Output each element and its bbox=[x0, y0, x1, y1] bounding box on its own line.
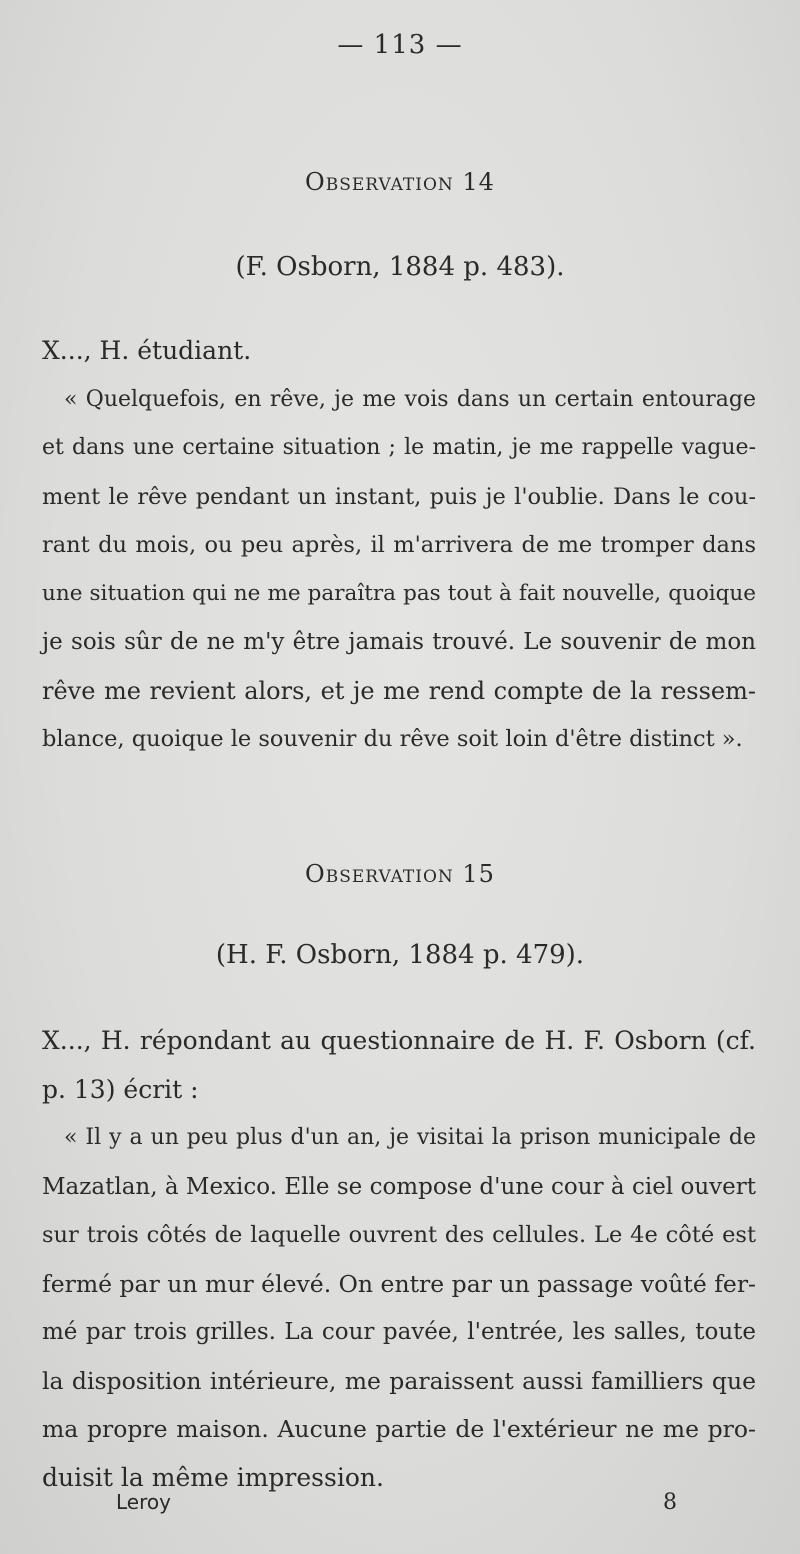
text-line: X..., H. répondant au questionnaire de H. F. Osborn (cf. bbox=[42, 1026, 756, 1055]
text-line: et dans une certaine situation ; le matin, je me rappelle vague- bbox=[42, 435, 756, 460]
text-line: p. 13) écrit : bbox=[42, 1074, 199, 1104]
text-line: ment le rêve pendant un instant, puis je l'oublie. Dans le cou- bbox=[42, 483, 756, 510]
sheet-number: 8 bbox=[663, 1490, 677, 1515]
text-line: rant du mois, ou peu après, il m'arrivera de me tromper dans bbox=[42, 532, 756, 558]
text-line: X..., H. étudiant. bbox=[42, 336, 252, 365]
text-line: blance, quoique le souvenir du rêve soit loin d'être distinct ». bbox=[42, 726, 743, 752]
text-line: la disposition intérieure, me paraissent aussi familliers que bbox=[42, 1366, 756, 1395]
text-line: ma propre maison. Aucune partie de l'extérieur ne me pro- bbox=[42, 1415, 756, 1443]
text-line: fermé par un mur élevé. On entre par un passage voûté fer- bbox=[42, 1269, 756, 1298]
text-line: « Il y a un peu plus d'un an, je visitai la prison municipale de bbox=[64, 1125, 756, 1150]
observation-14-body bbox=[42, 327, 756, 764]
observation-14-reference: (F. Osborn, 1884 p. 483). bbox=[235, 252, 565, 282]
text-line: « Quelquefois, en rêve, je me vois dans un certain entourage bbox=[64, 386, 756, 412]
observation-15-title: Observation 15 bbox=[305, 860, 495, 888]
text-line: sur trois côtés de laquelle ouvrent des cellules. Le 4e côté est bbox=[42, 1222, 756, 1248]
text-line: une situation qui ne me paraîtra pas tout à fait nouvelle, quoique bbox=[42, 580, 756, 606]
page-number: — 113 — bbox=[337, 30, 463, 60]
observation-15-reference: (H. F. Osborn, 1884 p. 479). bbox=[215, 940, 585, 970]
text-line: duisit la même impression. bbox=[42, 1462, 384, 1492]
observation-14-title: Observation 14 bbox=[305, 168, 495, 196]
printer-signature: Leroy bbox=[116, 1490, 171, 1514]
text-line: mé par trois grilles. La cour pavée, l'entrée, les salles, toute bbox=[42, 1319, 756, 1345]
text-line: Mazatlan, à Mexico. Elle se compose d'une cour à ciel ouvert bbox=[42, 1173, 756, 1200]
text-line: je sois sûr de ne m'y être jamais trouvé. Le souvenir de mon bbox=[42, 629, 756, 655]
observation-15-body bbox=[42, 1017, 756, 1502]
text-line: rêve me revient alors, et je me rend compte de la ressem- bbox=[42, 676, 756, 705]
